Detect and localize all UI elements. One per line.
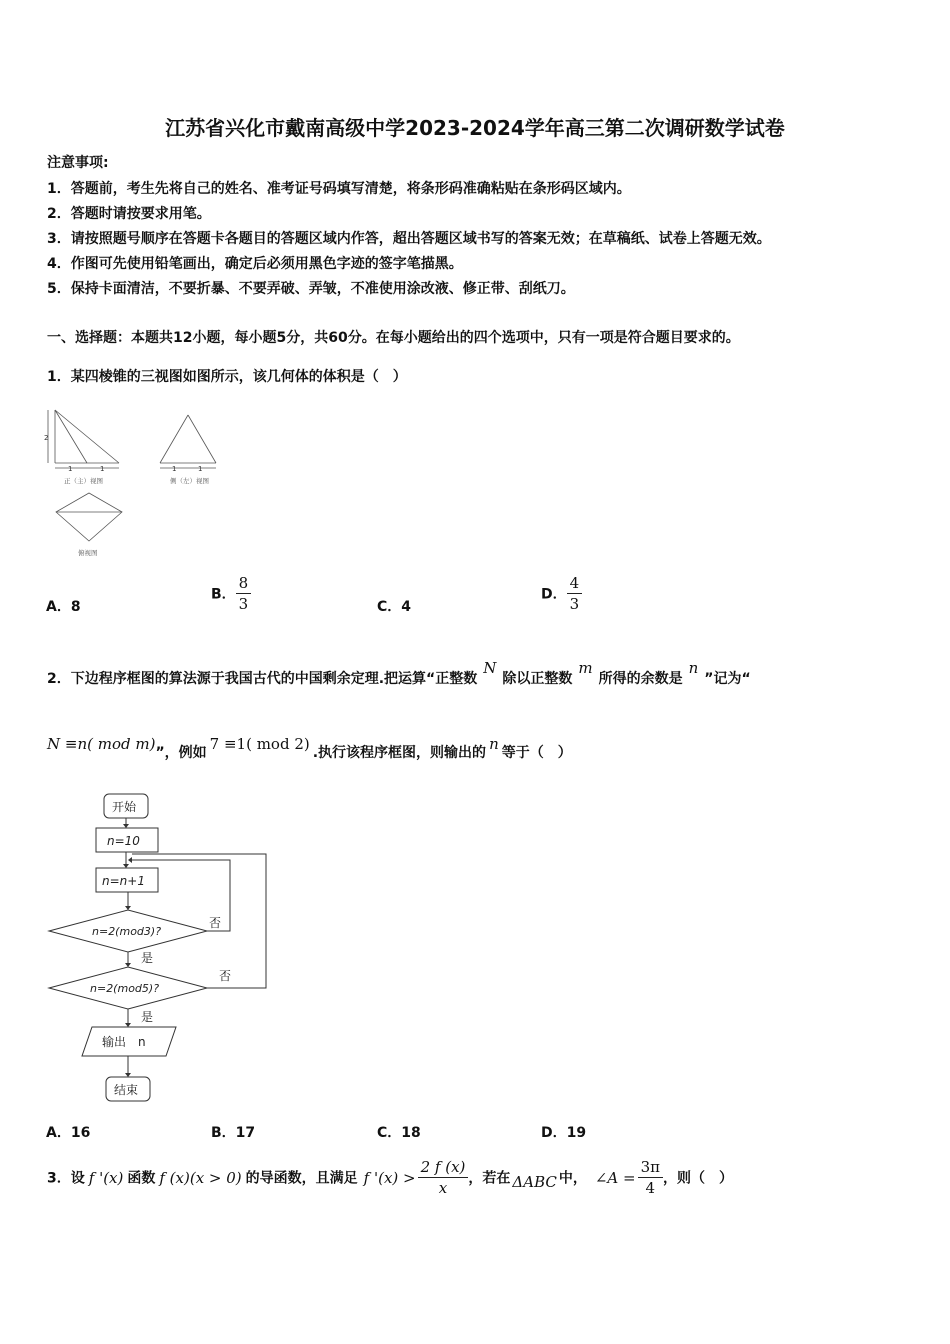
note-item-2: 2．答题时请按要求用笔。	[47, 206, 211, 222]
three-view-figure	[42, 405, 232, 560]
q3-stem: 3．设 f '(x) 函数 f (x)(x > 0) 的导函数，且满足 f '(x) > $\frac{2 f (x)}{x}$ ，若在 ΔABC 中， ∠A = $\frac{3\pi}{4}$ ，则（ ）	[47, 1158, 734, 1197]
q2-option-d[interactable]: D．19	[541, 1125, 587, 1141]
q2-option-c[interactable]: C．18	[377, 1125, 421, 1141]
q1-option-a[interactable]: A．8	[46, 599, 81, 615]
notes-heading: 注意事项:	[47, 155, 109, 171]
note-item-5: 5．保持卡面清洁，不要折暴、不要弄破、弄皱，不准使用涂改液、修正带、刮纸刀。	[47, 281, 575, 297]
front-dim-b: 1	[100, 465, 105, 473]
note-item-1: 1．答题前，考生先将自己的姓名、准考证号码填写清楚，将条形码准确粘贴在条形码区域内。	[47, 181, 631, 197]
q1-option-c[interactable]: C．4	[377, 599, 412, 615]
flow-yes2: 是	[141, 1010, 154, 1024]
front-dim-height: 2	[44, 434, 49, 442]
note-item-4: 4．作图可先使用铅笔画出，确定后必须用黑色字迹的签字笔描黑。	[47, 256, 463, 272]
flow-start-text: 开始	[112, 800, 137, 814]
side-view-label: 侧（左）视图	[170, 477, 209, 485]
side-view	[160, 415, 216, 468]
flow-yes1: 是	[141, 951, 154, 965]
flow-init-text: n=10	[107, 834, 140, 848]
flow-cond1-text: n=2(mod3)?	[92, 925, 162, 938]
flow-cond2-text: n=2(mod5)?	[90, 982, 160, 995]
flow-output-text: 输出 n	[102, 1035, 146, 1049]
flow-no2: 否	[219, 969, 232, 983]
flow-end-text: 结束	[114, 1083, 139, 1097]
q2-stem-line2: N ≡n( mod m)”，例如 7 ≡1( mod 2) .执行该程序框图，则输出的 n 等于（ ）	[47, 735, 572, 761]
q2-option-b[interactable]: B．17	[211, 1125, 256, 1141]
flow-no1: 否	[209, 916, 222, 930]
q1-option-b[interactable]: B． $\frac{8}{3}$	[211, 573, 251, 614]
note-item-3: 3．请按照题号顺序在答题卡各题目的答题区域内作答，超出答题区域书写的答案无效；在草稿纸、试卷上答题无效。	[47, 231, 771, 247]
front-view-label: 正（主）视图	[64, 477, 103, 485]
q2-stem-line1: 2．下边程序框图的算法源于我国古代的中国剩余定理.把运算“正整数N除以正整数m所得的余数是n”记为“	[47, 659, 751, 687]
front-dim-a: 1	[68, 465, 73, 473]
section-heading: 一、选择题：本题共12小题，每小题5分，共60分。在每小题给出的四个选项中，只有一项是符合题目要求的。	[47, 330, 740, 346]
top-view-label: 俯视图	[78, 549, 98, 557]
front-view	[48, 410, 119, 468]
side-dim-b: 1	[198, 465, 203, 473]
q2-option-a[interactable]: A．16	[46, 1125, 91, 1141]
side-dim-a: 1	[172, 465, 177, 473]
flow-incr-text: n=n+1	[102, 874, 145, 888]
q1-option-d[interactable]: D． $\frac{4}{3}$	[541, 573, 582, 614]
top-view	[56, 493, 122, 541]
q1-stem: 1．某四棱锥的三视图如图所示，该几何体的体积是（ ）	[47, 369, 407, 385]
page-title: 江苏省兴化市戴南高级中学2023-2024学年高三第二次调研数学试卷	[165, 116, 785, 140]
flowchart	[44, 790, 274, 1105]
